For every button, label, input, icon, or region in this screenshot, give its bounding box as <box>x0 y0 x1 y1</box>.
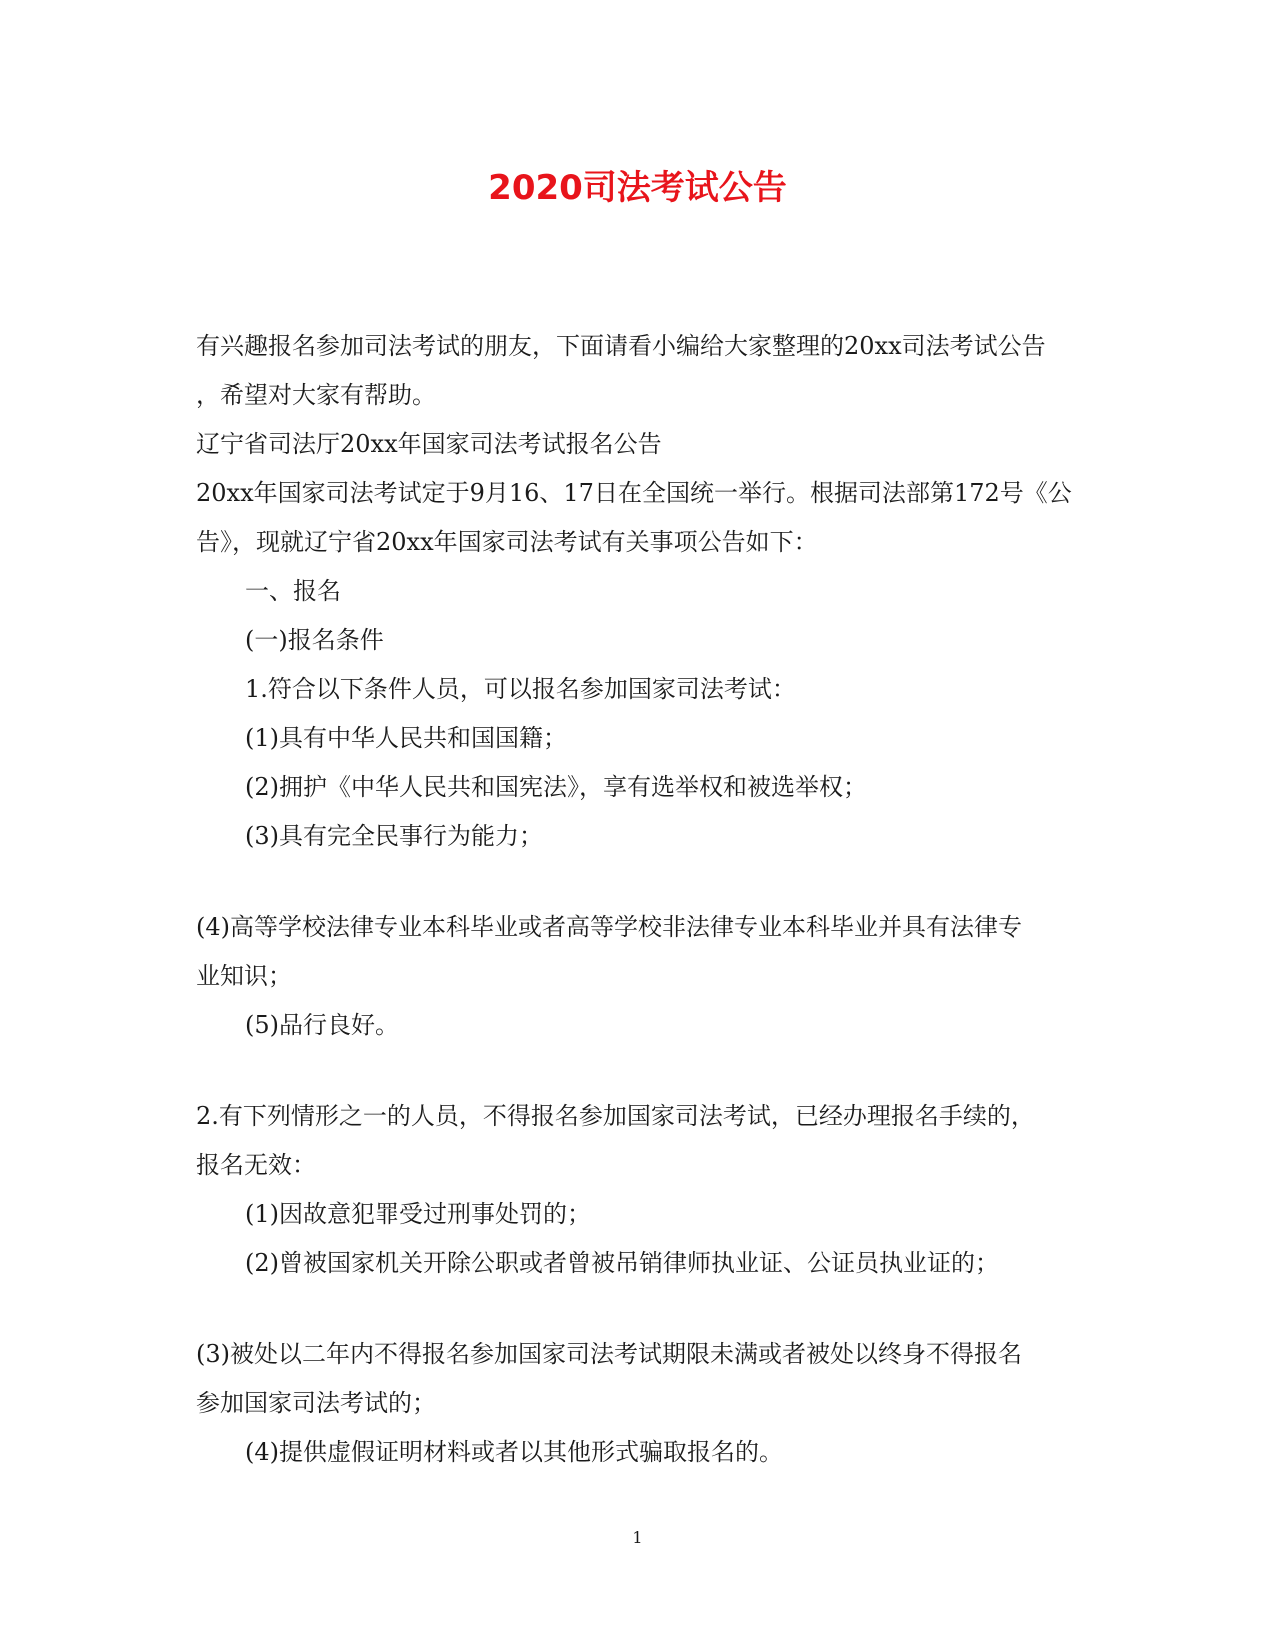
list-item: (1)具有中华人民共和国国籍； <box>245 724 567 752</box>
paragraph-line: ，希望对大家有帮助。 <box>196 381 436 409</box>
list-item: 1.符合以下条件人员，可以报名参加国家司法考试： <box>245 675 796 703</box>
paragraph-line: 20xx年国家司法考试定于9月16、17日在全国统一举行。根据司法部第172号《公 <box>196 479 1072 507</box>
paragraph-line: 参加国家司法考试的； <box>196 1389 436 1417</box>
list-item: (3)具有完全民事行为能力； <box>245 822 543 850</box>
list-item: (4)提供虚假证明材料或者以其他形式骗取报名的。 <box>245 1438 783 1466</box>
list-item: (3)被处以二年内不得报名参加国家司法考试期限未满或者被处以终身不得报名 <box>196 1340 1022 1368</box>
paragraph-line: 报名无效： <box>196 1151 316 1179</box>
paragraph-line: 告》，现就辽宁省20xx年国家司法考试有关事项公告如下： <box>196 528 818 556</box>
paragraph-line: 辽宁省司法厅20xx年国家司法考试报名公告 <box>196 430 662 458</box>
list-item: (5)品行良好。 <box>245 1011 399 1039</box>
page-number: 1 <box>632 1528 643 1547</box>
list-item: (4)高等学校法律专业本科毕业或者高等学校非法律专业本科毕业并具有法律专 <box>196 913 1022 941</box>
list-item: (2)曾被国家机关开除公职或者曾被吊销律师执业证、公证员执业证的； <box>245 1249 999 1277</box>
list-item: (2)拥护《中华人民共和国宪法》，享有选举权和被选举权； <box>245 773 867 801</box>
document-body <box>196 322 1076 1477</box>
document-title: 2020司法考试公告 <box>488 168 787 208</box>
list-item: 2.有下列情形之一的人员，不得报名参加国家司法考试，已经办理报名手续的， <box>196 1102 1035 1130</box>
section-heading: 一、报名 <box>245 577 341 605</box>
subsection-heading: (一)报名条件 <box>245 626 384 654</box>
list-item: (1)因故意犯罪受过刑事处罚的； <box>245 1200 591 1228</box>
paragraph-line: 业知识； <box>196 962 292 990</box>
paragraph-line: 有兴趣报名参加司法考试的朋友，下面请看小编给大家整理的20xx司法考试公告 <box>196 332 1046 360</box>
